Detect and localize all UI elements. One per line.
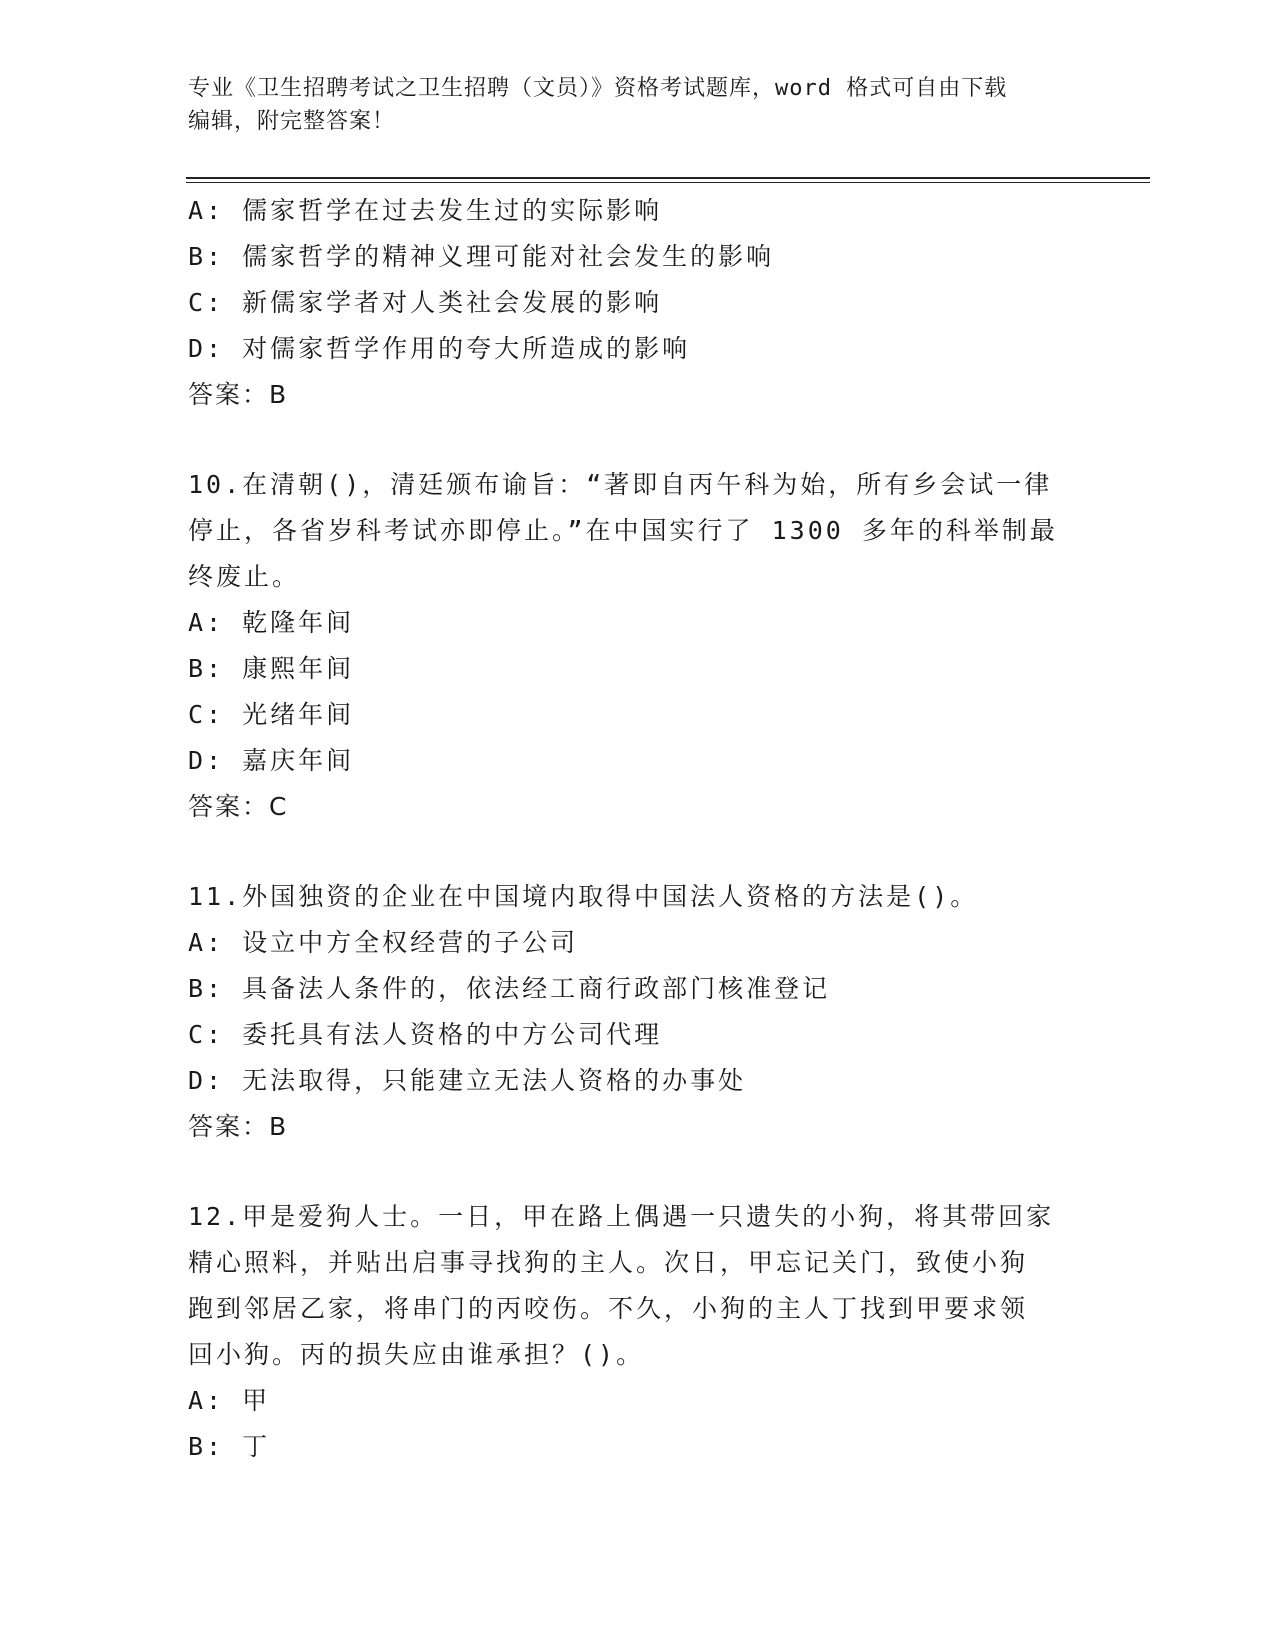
header-line-2: 编辑，附完整答案！ <box>188 109 396 134</box>
question-list <box>188 188 1088 1470</box>
option-a: A: 乾隆年间 <box>188 608 355 637</box>
option-c: C: 光绪年间 <box>188 700 355 729</box>
stem-line: 10.在清朝()，清廷颁布谕旨：“著即自丙午科为始，所有乡会试一律 <box>188 470 1053 499</box>
question-10 <box>188 462 1088 830</box>
question-12 <box>188 1194 1088 1470</box>
stem-line: 停止，各省岁科考试亦即停止。”在中国实行了 1300 多年的科举制最 <box>188 516 1058 545</box>
question-9 <box>188 188 1088 418</box>
option-a: A: 设立中方全权经营的子公司 <box>188 928 579 957</box>
option-d: D: 嘉庆年间 <box>188 746 355 775</box>
stem-line: 11.外国独资的企业在中国境内取得中国法人资格的方法是()。 <box>188 882 979 911</box>
option-b: B: 儒家哲学的精神义理可能对社会发生的影响 <box>188 242 775 271</box>
stem-line: 12.甲是爱狗人士。一日，甲在路上偶遇一只遗失的小狗，将其带回家 <box>188 1202 1055 1231</box>
option-d: D: 无法取得，只能建立无法人资格的办事处 <box>188 1066 747 1095</box>
option-a: A: 儒家哲学在过去发生过的实际影响 <box>188 196 663 225</box>
answer: 答案：C <box>188 792 289 821</box>
spacer <box>188 1150 1088 1194</box>
option-a: A: 甲 <box>188 1386 271 1415</box>
answer: 答案：B <box>188 380 289 409</box>
stem-line: 跑到邻居乙家，将串门的丙咬伤。不久，小狗的主人丁找到甲要求领 <box>188 1294 1029 1323</box>
header-divider-thick <box>186 177 1150 179</box>
answer: 答案：B <box>188 1112 289 1141</box>
option-c: C: 委托具有法人资格的中方公司代理 <box>188 1020 663 1049</box>
option-b: B: 具备法人条件的，依法经工商行政部门核准登记 <box>188 974 831 1003</box>
header-line-1: 专业《卫生招聘考试之卫生招聘（文员）》资格考试题库，word 格式可自由下载 <box>188 76 1008 101</box>
stem-line: 回小狗。丙的损失应由谁承担？()。 <box>188 1340 645 1369</box>
option-c: C: 新儒家学者对人类社会发展的影响 <box>188 288 663 317</box>
stem-line: 精心照料，并贴出启事寻找狗的主人。次日，甲忘记关门，致使小狗 <box>188 1248 1029 1277</box>
question-stem <box>188 1194 1088 1378</box>
option-b: B: 丁 <box>188 1432 271 1461</box>
document-header <box>188 72 1088 138</box>
spacer <box>188 418 1088 462</box>
option-d: D: 对儒家哲学作用的夸大所造成的影响 <box>188 334 691 363</box>
question-stem <box>188 462 1088 600</box>
option-b: B: 康熙年间 <box>188 654 355 683</box>
spacer <box>188 830 1088 874</box>
header-divider-thin <box>186 182 1150 183</box>
stem-line: 终废止。 <box>188 562 301 591</box>
question-11 <box>188 874 1088 1150</box>
question-stem <box>188 874 1088 920</box>
